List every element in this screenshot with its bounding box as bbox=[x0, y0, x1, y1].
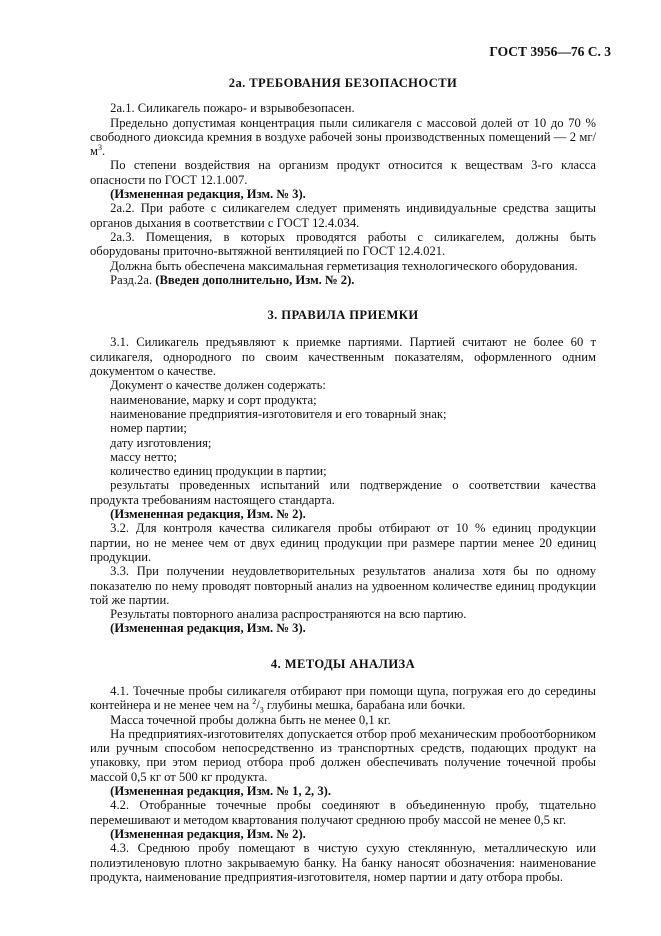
section-2a-note bbox=[90, 273, 596, 287]
fraction-denominator: 3 bbox=[259, 705, 264, 715]
para-2a-2: 2а.2. При работе с силикагелем следует применять индивидуальные средства защиты органов дыхания в соответствии с ГОСТ 12.4.034. bbox=[90, 201, 596, 230]
para-4-1-text: 4.1. Точечные пробы силикагеля отбирают при помощи щупа, погружая его до середины контейнера и не менее чем на bbox=[90, 683, 596, 713]
para-3-repeat: Результаты повторного анализа распространяются на всю партию. bbox=[110, 607, 467, 622]
page-header: ГОСТ 3956—76 С. 3 bbox=[489, 44, 611, 59]
para-4-1-end: глубины мешка, барабана или бочки. bbox=[263, 698, 466, 713]
amendment-note: (Измененная редакция, Изм. № 1, 2, 3). bbox=[110, 784, 331, 799]
para-3-1: 3.1. Силикагель предъявляют к приемке партиями. Партией считают не более 60 т силикагеля, однородного по своим качественным показателям, оформленного одним документом о качестве. bbox=[90, 335, 596, 379]
section-2a-title: 2а. ТРЕБОВАНИЯ БЕЗОПАСНОСТИ bbox=[228, 76, 458, 90]
amendment-note: (Измененная редакция, Изм. № 3). bbox=[110, 187, 306, 202]
amendment-note: (Измененная редакция, Изм. № 2). bbox=[110, 507, 306, 522]
list-item: наименование предприятия-изготовителя и его товарный знак; bbox=[110, 406, 447, 421]
para-2a-class: По степени воздействия на организм продукт относится к веществам 3-го класса опасности по ГОСТ 12.1.007. bbox=[90, 158, 596, 187]
para-4-sampling: На предприятиях-изготовителях допускается отбор проб механическим пробоотборником или ручным способом непосредственно из транспортных средств, подающих продукт на упаковку, при этом период отбора проб должен обеспечивать получение точечной пробы массой 0,5 кг от 500 кг продукта. bbox=[90, 726, 596, 784]
section-ref: Разд.2а. bbox=[110, 272, 153, 287]
para-4-1: 4.1. Точечные пробы силикагеля отбирают при помощи щупа, погружая его до середины контейнера и не менее чем на $^2/_3$ глубины мешка, барабана или бочки. bbox=[90, 683, 596, 715]
list-item: количество единиц продукции в партии; bbox=[110, 464, 327, 479]
list-item: массу нетто; bbox=[110, 449, 178, 464]
para-4-3: 4.3. Среднюю пробу помещают в чистую сухую стеклянную, металлическую или полиэтиленовую плотно закрываемую банку. На банку наносят обозначения: наименование продукта, наименование предприятия-изготовителя, номер партии и дату отбора пробы. bbox=[90, 841, 596, 884]
para-3-doc: Документ о качестве должен содержать: bbox=[110, 378, 326, 393]
para-3-2: 3.2. Для контроля качества силикагеля пробы отбирают от 10 % единиц продукции партии, но не менее чем от двух единиц продукции при размере партии менее 20 единиц продукции. bbox=[90, 521, 596, 564]
list-item: наименование, марку и сорт продукта; bbox=[110, 392, 317, 407]
list-item: результаты проведенных испытаний или подтверждение о соответствии качества продукта требованиям настоящего стандарта. bbox=[90, 478, 596, 507]
para-2a-limit-text: Предельно допустимая концентрация пыли силикагеля с массовой долей от 10 до 70 % свободного диоксида кремния в воздухе рабочей зоны производственных помещений — 2 мг/м bbox=[90, 115, 596, 159]
list-item: номер партии; bbox=[110, 421, 187, 436]
page-content bbox=[90, 76, 596, 884]
para-2a-limit bbox=[90, 116, 596, 159]
para-3-3: 3.3. При получении неудовлетворительных результатов анализа хотя бы по одному показателю по нему проводят повторный анализ на удвоенном количестве единиц продукции той же партии. bbox=[90, 564, 596, 607]
section-4-title: 4. МЕТОДЫ АНАЛИЗА bbox=[270, 656, 416, 671]
para-2a-seal: Должна быть обеспечена максимальная герметизация технологического оборудования. bbox=[110, 258, 578, 273]
para-2a-limit-end: . bbox=[101, 144, 106, 159]
para-2a-3: 2а.3. Помещения, в которых проводятся работы с силикагелем, должны быть оборудованы приточно-вытяжной вентиляцией по ГОСТ 12.4.021. bbox=[90, 229, 596, 259]
amendment-note: (Введен дополнительно, Изм. № 2). bbox=[155, 272, 355, 287]
section-3-title: 3. ПРАВИЛА ПРИЕМКИ bbox=[267, 308, 419, 323]
para-4-2: 4.2. Отобранные точечные пробы соединяют в объединенную пробу, тщательно перемешивают и методом квартования получают среднюю пробу массой не менее 0,5 кг. bbox=[90, 798, 596, 827]
para-2a-1: 2а.1. Силикагель пожаро- и взрывобезопасен. bbox=[110, 101, 355, 116]
amendment-note: (Измененная редакция, Изм. № 3). bbox=[110, 621, 306, 636]
para-4-mass: Масса точечной пробы должна быть не менее 0,1 кг. bbox=[110, 712, 391, 727]
fraction-numerator: 2 bbox=[252, 697, 257, 707]
list-item: дату изготовления; bbox=[110, 435, 212, 450]
unit-superscript: 3 bbox=[97, 143, 102, 152]
amendment-note: (Измененная редакция, Изм. № 2). bbox=[110, 826, 306, 841]
